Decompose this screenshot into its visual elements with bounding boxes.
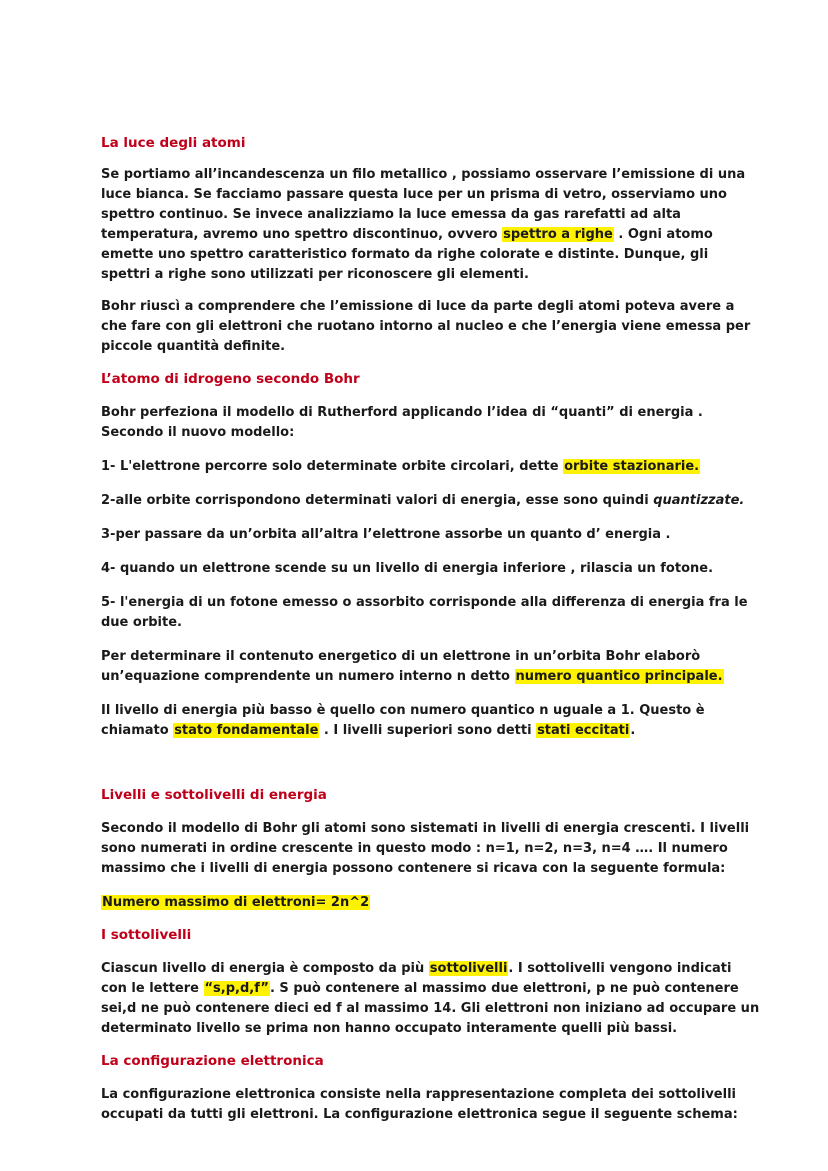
highlight-orbite-stazionarie: orbite stazionarie. — [564, 459, 700, 474]
text-run: . Ogni atomo emette uno spettro caratteristico formato da righe colorate e distinte. Dunque, gli spettri a righe sono utilizzati per riconoscere gli elementi. — [101, 227, 713, 282]
heading-sottolivelli: I sottolivelli — [101, 927, 192, 943]
highlight-stati-eccitati: stati eccitati — [537, 723, 630, 738]
list-item-3: 3-per passare da un’orbita all’altra l’elettrone assorbe un quanto d’ energia . — [101, 527, 671, 542]
list-item-5: 5- l'energia di un fotone emesso o assorbito corrisponde alla differenza di energia fra le due orbite. — [101, 595, 748, 630]
heading-livelli-sottolivelli: Livelli e sottolivelli di energia — [101, 787, 327, 803]
paragraph-spettro — [101, 165, 761, 285]
formula-line — [101, 893, 761, 913]
italic-quantizzate: quantizzate. — [653, 493, 745, 508]
heading-atomo-idrogeno: L’atomo di idrogeno secondo Bohr — [101, 371, 360, 387]
text-run: . S può contenere al massimo due elettroni, p ne può contenere sei,d ne può contenere dieci ed f al massimo 14. Gli elettroni non iniziano ad occupare un determinato livello se prima non hanno occupato interamente quelli più bassi. — [101, 981, 760, 1036]
highlight-stato-fondamentale: stato fondamentale — [174, 723, 319, 738]
heading-luce-atomi: La luce degli atomi — [101, 135, 246, 151]
text-run: Il livello di energia più basso è quello con numero quantico n uguale a 1. Questo è chiamato — [101, 703, 705, 738]
text-run: . I livelli superiori sono detti — [319, 723, 537, 738]
paragraph-livelli: Secondo il modello di Bohr gli atomi sono sistemati in livelli di energia crescenti. I livelli sono numerati in ordine crescente in questo modo : n=1, n=2, n=3, n=4 …. Il numero massimo che i livelli di energia possono contenere si ricava con la seguente formula: — [101, 821, 750, 876]
paragraph-stato-fondamentale — [101, 701, 761, 741]
list-item-1 — [101, 457, 761, 477]
paragraph-sottolivelli — [101, 959, 761, 1039]
highlight-spettro-righe: spettro a righe — [503, 227, 613, 242]
highlight-numero-quantico: numero quantico principale. — [515, 669, 723, 684]
paragraph-numero-quantico — [101, 647, 761, 687]
text-run: . — [630, 723, 636, 738]
text-run: . I sottolivelli vengono indicati con le lettere — [101, 961, 732, 996]
paragraph-configurazione: La configurazione elettronica consiste nella rappresentazione completa dei sottolivelli occupati da tutti gli elettroni. La configurazione elettronica segue il seguente schema: — [101, 1087, 738, 1122]
text-run: 1- L'elettrone percorre solo determinate orbite circolari, dette — [101, 459, 564, 474]
text-run: Se portiamo all’incandescenza un filo metallico , possiamo osservare l’emissione di una luce bianca. Se facciamo passare questa luce per un prisma di vetro, osserviamo uno spettro continuo. Se invece analizziamo la luce emessa da gas rarefatti ad alta temperatura, avremo uno spettro discontinuo, ovvero — [101, 167, 746, 242]
paragraph-bohr-emissione: Bohr riuscì a comprendere che l’emissione di luce da parte degli atomi poteva avere a che fare con gli elettroni che ruotano intorno al nucleo e che l’energia viene emessa per piccole quantità definite. — [101, 299, 751, 354]
heading-configurazione: La configurazione elettronica — [101, 1053, 324, 1069]
highlight-formula: Numero massimo di elettroni= 2n^2 — [102, 895, 370, 910]
paragraph-bohr-intro: Bohr perfeziona il modello di Rutherford applicando l’idea di “quanti” di energia . Secondo il nuovo modello: — [101, 405, 703, 440]
list-item-2 — [101, 491, 761, 511]
highlight-spdf: “s,p,d,f” — [204, 981, 269, 996]
text-run: Per determinare il contenuto energetico di un elettrone in un’orbita Bohr elaborò un’equazione comprendente un numero interno n detto — [101, 649, 701, 684]
highlight-sottolivelli: sottolivelli — [429, 961, 508, 976]
list-item-4: 4- quando un elettrone scende su un livello di energia inferiore , rilascia un fotone. — [101, 561, 714, 576]
text-run: 2-alle orbite corrispondono determinati valori di energia, esse sono quindi — [101, 493, 654, 508]
document-body — [101, 133, 761, 1125]
text-run: Ciascun livello di energia è composto da più — [101, 961, 429, 976]
